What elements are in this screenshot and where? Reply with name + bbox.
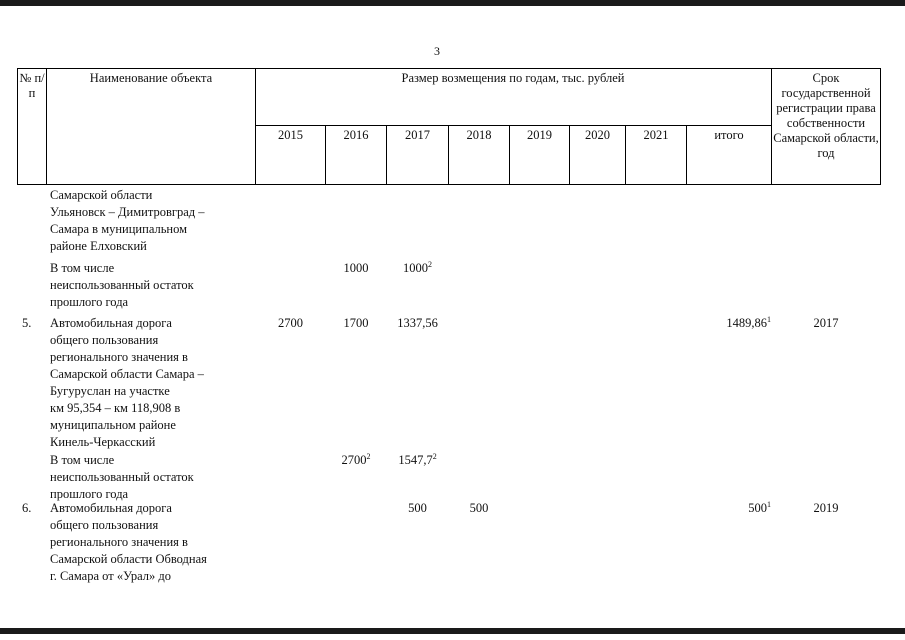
header-year-2021: 2021: [643, 128, 669, 142]
header-num-col: № п/п: [19, 71, 45, 100]
row5-name-line: общего пользования: [50, 333, 159, 347]
header-year-2018: 2018: [466, 128, 492, 142]
row6-name-line: Автомобильная дорога: [50, 501, 172, 515]
top-border: [0, 0, 905, 6]
header-amount-col: Размер возмещения по годам, тыс. рублей: [401, 71, 625, 85]
row6-registration-year: 2019: [813, 501, 839, 515]
header-name-col: Наименование объекта: [89, 71, 213, 85]
header-total: итого: [714, 128, 744, 142]
continuation-sub-2016: 1000: [343, 261, 369, 275]
row5-sub-2017: 1547,7$^2$: [398, 452, 437, 467]
row6-name-line: г. Самара от «Урал» до: [50, 569, 171, 583]
row5-sub-line: В том числе: [50, 453, 115, 467]
row6-name-line: регионального значения в: [50, 535, 188, 549]
row5-sub-line: неиспользованный остаток: [50, 470, 194, 484]
bottom-border: [0, 628, 905, 634]
continuation-sub-line: неиспользованный остаток: [50, 278, 194, 292]
row5-number: 5.: [22, 316, 32, 330]
row5-value-2016: 1700: [343, 316, 369, 330]
row6-total: $500^1$: [748, 500, 771, 515]
row5-name-line: регионального значения в: [50, 350, 188, 364]
continuation-name-line: Самара в муниципальном: [50, 222, 188, 236]
row6-number: 6.: [22, 501, 32, 515]
row5-sub-2016: 2700$^2$: [341, 452, 371, 467]
continuation-name-line: Самарской области: [50, 188, 153, 202]
row5-sub-line: прошлого года: [50, 487, 129, 501]
row5-name-line: км 95,354 – км 118,908 в: [50, 401, 181, 415]
row6-value-2018: 500: [469, 501, 489, 515]
continuation-sub-line: В том числе: [50, 261, 115, 275]
row5-total: 1489,86$^1$: [726, 315, 771, 330]
continuation-sub-2017: 1000$^2$: [403, 260, 432, 275]
header-year-2016: 2016: [343, 128, 369, 142]
header-year-2015: 2015: [278, 128, 303, 142]
row6-name-line: Самарской области Обводная: [50, 552, 207, 566]
header-year-2019: 2019: [527, 128, 552, 142]
row5-name-line: Кинель-Черкасский: [50, 435, 156, 449]
header-year-2017: 2017: [405, 128, 430, 142]
continuation-name-line: районе Елховский: [50, 239, 147, 253]
row5-value-2015: 2700: [278, 316, 303, 330]
row5-name-line: Самарской области Самара –: [50, 367, 204, 381]
row5-name-line: Бугуруслан на участке: [50, 384, 170, 398]
header-year-2020: 2020: [585, 128, 610, 142]
page-number: 3: [434, 44, 440, 58]
row6-name-line: общего пользования: [50, 518, 159, 532]
continuation-sub-line: прошлого года: [50, 295, 129, 309]
continuation-name-line: Ульяновск – Димитровград –: [50, 205, 205, 219]
row5-registration-year: 2017: [813, 316, 839, 330]
header-registration-col: Срок государственной регистрации права собственности Самарской области, год: [773, 71, 879, 160]
row6-value-2017: 500: [408, 501, 427, 515]
row5-value-2017: 1337,56: [397, 316, 438, 330]
row5-name-line: Автомобильная дорога: [50, 316, 172, 330]
row5-name-line: муниципальном районе: [50, 418, 176, 432]
